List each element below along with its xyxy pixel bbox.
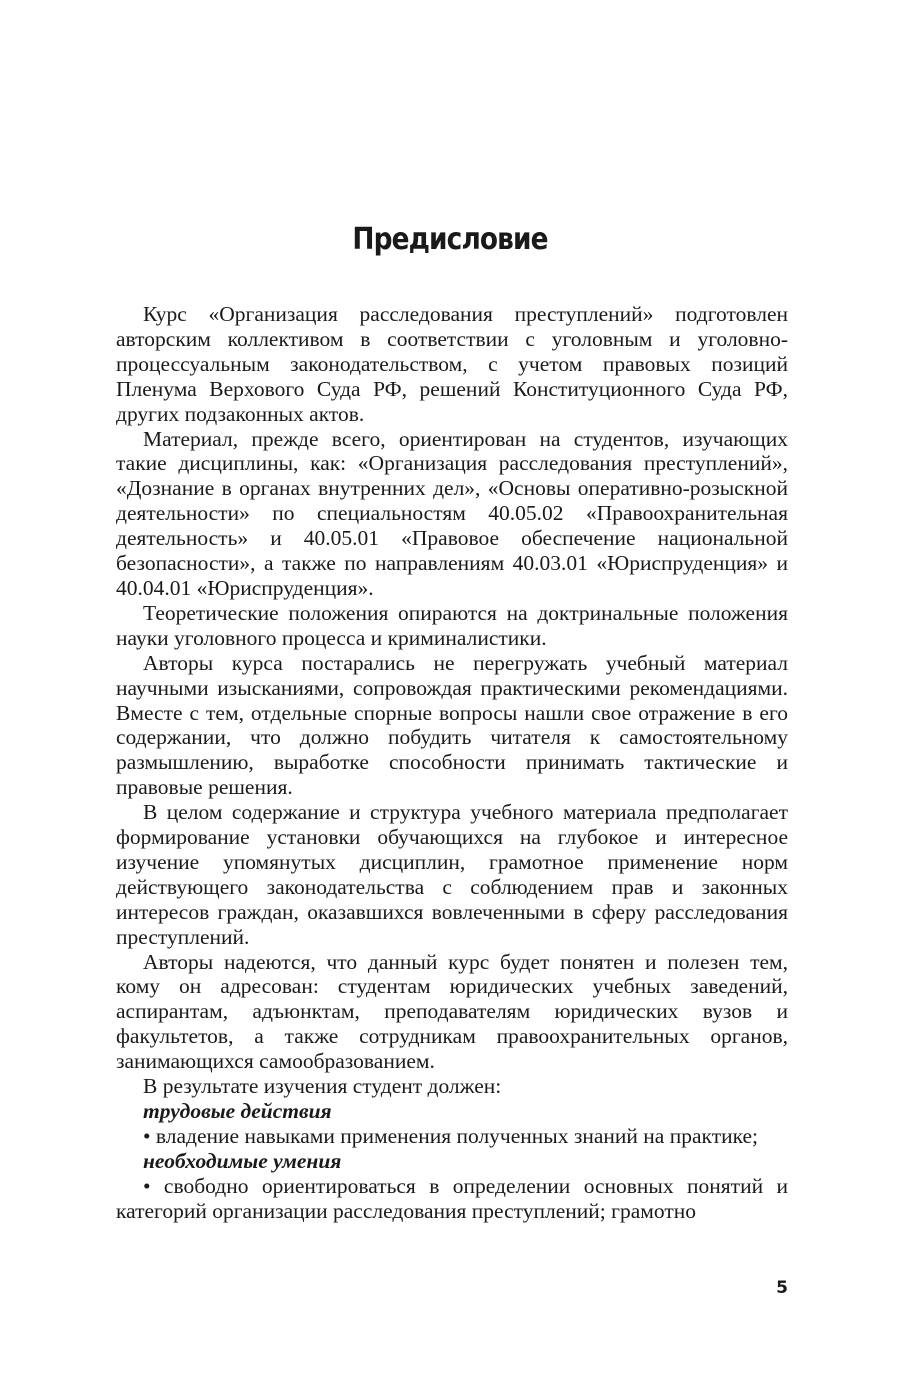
paragraph-authors-hope: Авторы надеются, что данный курс будет понятен и полезен тем, кому он адресован: студентам юридических учебных заведений, аспирантам, адъюнктам, преподавателям юридических вузов и факультетов, а также сотрудникам правоохранительных органов, занимающихся самообразованием.	[116, 949, 788, 1074]
paragraph-course-basis: Курс «Организация расследования преступлений» подготовлен авторским коллективом в соответствии с уголовным и уголовно-процессуальным законодательством, с учетом правовых позиций Пленума Верхового Суда РФ, решений Конституционного Суда РФ, других подзаконных актов.	[116, 302, 788, 426]
paragraph-theoretical-basis: Теоретические положения опираются на доктринальные положения науки уголовного процесса и криминалистики.	[116, 600, 788, 650]
skills-heading: необходимые умения	[143, 1148, 342, 1173]
labor-actions-item: • владение навыками применения полученных знаний на практике;	[143, 1123, 759, 1148]
page-title: Предисловие	[352, 222, 548, 257]
labor-actions-heading: трудовые действия	[143, 1099, 332, 1123]
skills-item: • свободно ориентироваться в определении основных понятий и категорий организации расследования преступлений; грамотно	[116, 1173, 788, 1223]
paragraph-content-structure: В целом содержание и структура учебного материала предполагает формирование установки обучающихся на глубокое и интересное изучение упомянутых дисциплин, грамотное применение норм действующего законодательства с соблюдением прав и законных интересов граждан, оказавшихся вовлеченными в сферу расследования преступлений.	[116, 800, 788, 949]
paragraph-learning-outcomes-intro: В результате изучения студент должен:	[143, 1074, 502, 1099]
body-text	[116, 302, 788, 1224]
page-number: 5	[776, 1278, 788, 1298]
paragraph-authors-approach: Авторы курса постарались не перегружать учебный материал научными изысканиями, сопровождая практическими рекомендациями. Вместе с тем, отдельные спорные вопросы нашли свое отражение в его содержании, что должно побудить читателя к самостоятельному размышлению, выработке способности принимать тактические и правовые решения.	[116, 650, 788, 800]
paragraph-target-audience: Материал, прежде всего, ориентирован на студентов, изучающих такие дисциплины, как: «Организация расследования преступлений», «Дознание в органах внутренних дел», «Основы оперативно-розыскной деятельности» по специальностям 40.05.02 «Правоохранительная деятельность» и 40.05.01 «Правовое обеспечение национальной безопасности», а также по направлениям 40.03.01 «Юриспруденция» и 40.04.01 «Юриспруденция».	[116, 426, 788, 600]
